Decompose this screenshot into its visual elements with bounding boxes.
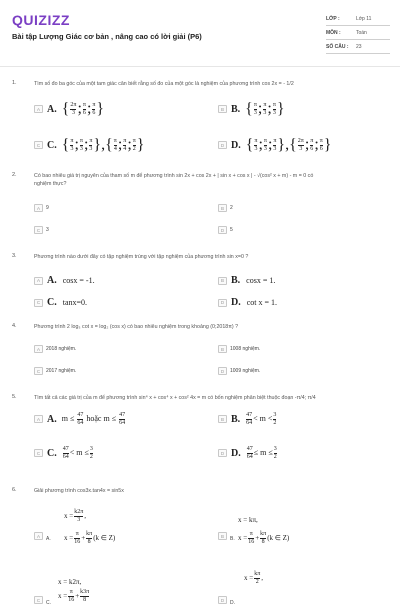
question-1 [12,80,396,170]
question-text: Có bao nhiêu giá trị nguyên của tham số m để phương trình sin 2x + cos 2x + | sin x + cos x | - √(cos² x + m) - m = 0 có nghiệm thực? [34,173,314,187]
option-d-letter: D. [231,139,241,151]
meta-key: LỚP : [326,15,340,22]
option-c-box[interactable]: C [34,449,43,457]
question-number: 4. [12,323,17,329]
option-c-system: x = k2π, x = $\frac{\pi}{16}$ + $\frac{k3\pi}{8}$ [58,578,90,603]
option-b-letter: B. [231,413,241,425]
option-a-system: x = $\frac{k2\pi}{3}$ , x = $\frac{\pi}{16}$ + $\frac{k\pi}{8}$ (k ∈ Z) [64,509,116,545]
option-a[interactable] [34,412,126,426]
option-a-or: hoặc [86,413,102,423]
option-a-letter: A. [46,536,51,542]
option-b-letter: B. [231,275,241,286]
option-a-math: { $\frac{2\pi}{3}$ ; $\frac{\pi}{6}$ ; $\frac{\pi}{6}$ } [61,100,105,118]
option-d-math: $\frac{47}{64}$ ≤ m ≤ $\frac{3}{2}$ [246,446,277,460]
option-c-letter: C. [46,600,51,606]
question-6 [12,487,396,606]
option-c-text: 2017 nghiệm. [46,368,77,374]
question-text: Phương trình 2 log₃ cot x = log₂ (cos x) có bao nhiêu nghiệm trong khoảng (0;2018π) ? [34,324,239,330]
option-a[interactable] [34,100,104,118]
question-4 [12,323,396,383]
option-c-box[interactable]: C [34,141,43,149]
page-title: Bài tập Lượng Giác cơ bản , nâng cao có lời giải (P6) [12,32,202,41]
option-b-box[interactable]: B [218,204,227,212]
option-a[interactable] [34,527,51,545]
option-b-box[interactable]: B [218,277,227,285]
option-c[interactable] [34,226,49,234]
question-number: 1. [12,80,17,86]
option-b-box[interactable]: B [218,532,227,540]
option-a-box[interactable]: A [34,204,43,212]
question-number: 5. [12,394,17,400]
option-b-letter: B. [230,536,235,542]
option-d-text: cot x = 1. [246,298,278,307]
option-c-box[interactable]: C [34,226,43,234]
option-d-letter: D. [231,297,241,308]
option-d-letter: D. [231,447,241,459]
question-number: 3. [12,253,17,259]
option-b[interactable] [218,275,275,286]
option-c[interactable] [34,367,76,375]
option-d-box[interactable]: D [218,299,227,307]
option-c-math: { $\frac{\pi}{3}$ ; $\frac{\pi}{3}$ ; $\frac{\pi}{3}$ },{ $\frac{\pi}{4}$ ; $\frac{\pi}{4}$ ; $\frac{\pi}{2}$ } [61,136,145,154]
option-b-math: { $\frac{\pi}{3}$ ; $\frac{\pi}{3}$ ; $\frac{\pi}{3}$ } [245,100,285,118]
meta-key: SỐ CÂU : [326,43,349,50]
option-a-box[interactable]: A [34,277,43,285]
option-a-letter: A. [47,413,57,425]
option-b-text: 2 [230,205,233,211]
option-d-math: { $\frac{\pi}{3}$ ; $\frac{\pi}{3}$ ; $\frac{\pi}{3}$ },{ $\frac{2\pi}{3}$ ; $\frac{\pi}{6}$ ; $\frac{\pi}{6}$ } [245,136,332,154]
option-d[interactable] [218,136,331,154]
option-d-text: 1009 nghiệm. [230,368,261,374]
option-c-letter: C. [47,139,57,151]
meta-table [326,12,390,54]
option-d-letter: D. [230,600,235,606]
option-b[interactable] [218,204,233,212]
option-a-box[interactable]: A [34,415,43,423]
option-b-box[interactable]: B [218,415,227,423]
option-d[interactable] [218,297,277,308]
option-d-text: 5 [230,227,233,233]
option-c[interactable] [34,297,87,308]
option-d-box[interactable]: D [218,141,227,149]
option-a-text: cosx = -1. [62,276,95,285]
option-b-math: $\frac{47}{64}$ < m < $\frac{3}{2}$ [246,412,277,426]
option-b[interactable] [218,100,285,118]
meta-row-subject [326,26,390,40]
option-c[interactable] [34,591,51,609]
question-2 [12,172,396,242]
meta-value: Toán [356,29,367,36]
option-b[interactable] [218,345,260,353]
option-c-text: tanx=0. [62,298,88,307]
question-number: 6. [12,487,17,493]
option-a-letter: A. [47,275,57,286]
option-b-text: cosx = 1. [246,276,276,285]
option-b-box[interactable]: B [218,105,227,113]
option-a-math: m ≤ $\frac{47}{64}$ hoặc m ≤ $\frac{47}{64}$ [61,412,126,426]
meta-value: 23 [356,43,362,50]
meta-row-class [326,12,390,26]
header-divider [0,66,400,67]
option-c-text: 3 [46,227,49,233]
question-text: Giải phương trình cos3x.tan4x = sin5x [34,488,124,494]
worksheet-header [0,0,400,62]
question-number: 2. [12,172,17,178]
question-text: Tìm số đo ba góc của một tam giác cân biết rằng số đo của một góc là nghiệm của phương trình cos 2x = - 1/2 [34,81,294,87]
question-5 [12,394,396,478]
option-d-system: x = $\frac{k\pi}{2}$ , [244,571,263,585]
option-d[interactable] [218,591,235,609]
option-c[interactable] [34,136,144,154]
option-d-box[interactable]: D [218,596,227,604]
option-a[interactable] [34,275,95,286]
question-text: Tìm tất cả các giá trị của m để phương trình sin⁴ x + cos⁴ x + cos² 4x = m có bốn nghiệm phân biệt thuộc đoạn -π/4; π/4 [34,395,316,401]
option-c-letter: C. [47,447,57,459]
option-b[interactable] [218,527,235,545]
question-3 [12,253,396,315]
option-b-system: x = kπ, x = $\frac{\pi}{16}$ + $\frac{k\pi}{8}$ (k ∈ Z) [238,516,290,545]
meta-value: Lớp 11 [356,15,372,22]
option-b-letter: B. [231,103,241,115]
option-b-text: 1008 nghiệm. [230,346,261,352]
quizizz-logo: QUIZIZZ [12,12,70,28]
option-a-box[interactable]: A [34,345,43,353]
option-d[interactable] [218,226,233,234]
meta-row-count [326,40,390,54]
option-a-text: 2018 nghiệm. [46,346,77,352]
option-d-box[interactable]: D [218,367,227,375]
option-b-box[interactable]: B [218,345,227,353]
option-a[interactable] [34,345,76,353]
option-a-text: 9 [46,205,49,211]
question-text: Phương trình nào dưới đây có tập nghiệm trùng với tập nghiệm của phương trình sin x=0 ? [34,254,249,260]
option-d[interactable] [218,446,278,460]
option-a-box[interactable]: A [34,105,43,113]
option-c-box[interactable]: C [34,367,43,375]
option-d[interactable] [218,367,260,375]
option-d-box[interactable]: D [218,449,227,457]
option-a-box[interactable]: A [34,532,43,540]
option-c[interactable] [34,446,94,460]
option-a-letter: A. [47,103,57,115]
option-b[interactable] [218,412,277,426]
option-d-box[interactable]: D [218,226,227,234]
meta-key: MÔN : [326,29,341,36]
option-a[interactable] [34,204,49,212]
option-c-box[interactable]: C [34,299,43,307]
option-c-math: $\frac{47}{64}$ < m ≤ $\frac{3}{2}$ [62,446,93,460]
option-c-letter: C. [47,297,57,308]
option-c-box[interactable]: C [34,596,43,604]
